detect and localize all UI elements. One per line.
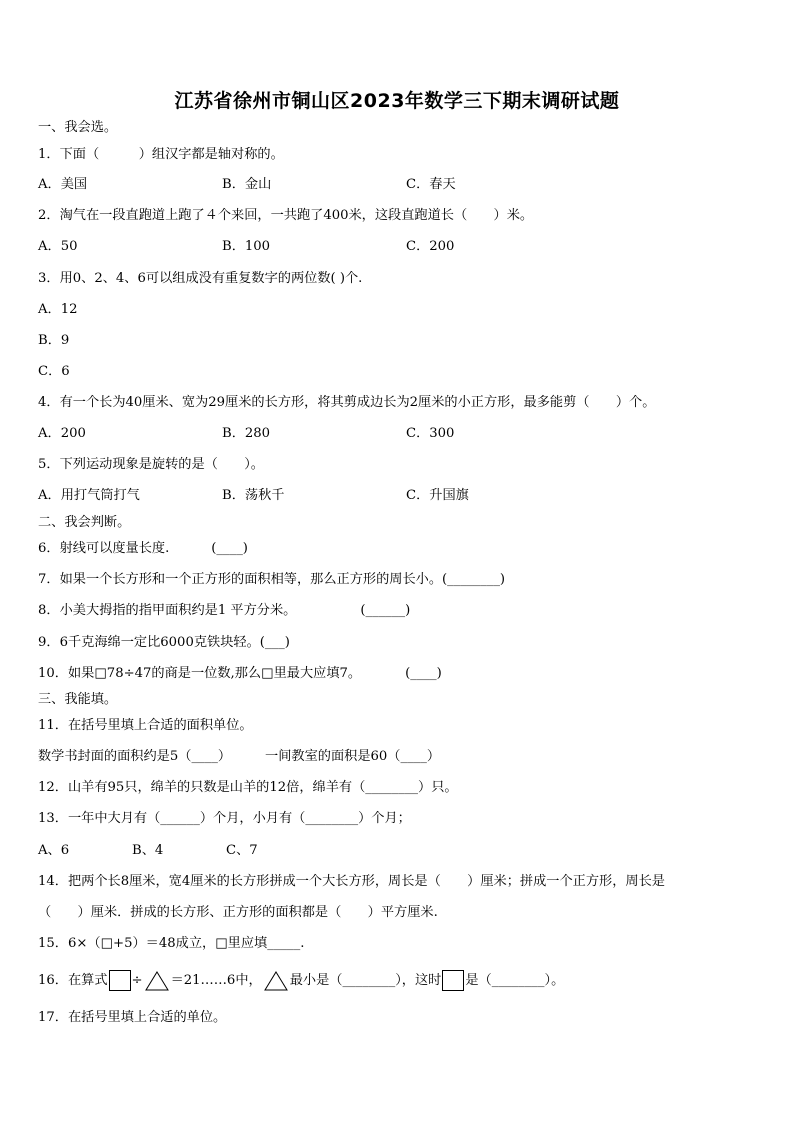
question-16-text-2: ＝21……6中，: [170, 973, 262, 988]
question-6-answer-blank[interactable]: (____): [211, 541, 248, 556]
q13-option-c[interactable]: C、7: [226, 843, 258, 858]
question-10-text: 10．如果□78÷47的商是一位数,那么□里最大应填7。: [38, 666, 362, 681]
question-12: 12．山羊有95只，绵羊的只数是山羊的12倍，绵羊有（________）只。: [38, 780, 458, 795]
section-heading-fill: 三、我能填。: [38, 692, 118, 707]
square-box-icon: [442, 970, 464, 991]
question-2: 2．淘气在一段直跑道上跑了４个来回，一共跑了400米，这段直跑道长（ ）米。: [38, 208, 534, 223]
question-10-answer-blank[interactable]: (____): [405, 666, 442, 681]
q1-option-a[interactable]: A．美国: [38, 177, 88, 192]
q13-option-a[interactable]: A、6: [38, 843, 70, 858]
q2-option-b[interactable]: B．100: [222, 239, 271, 254]
question-8-text: 8．小美大拇指的指甲面积约是1 平方分米。: [38, 603, 297, 618]
question-14-line-2: （ ）厘米．拼成的长方形、正方形的面积都是（ ）平方厘米.: [38, 905, 438, 920]
question-9: 9．6千克海绵一定比6000克铁块轻。(___): [38, 635, 290, 650]
question-11-part-2: 一间教室的面积是60（____）: [265, 749, 441, 764]
q3-option-b[interactable]: B．9: [38, 333, 70, 348]
question-10: [38, 665, 442, 683]
question-8-answer-blank[interactable]: (______): [360, 603, 411, 618]
q13-option-b[interactable]: B、4: [132, 843, 164, 858]
question-11-part-1: 数学书封面的面积约是5（____）: [38, 749, 232, 764]
question-1: 1．下面（ ）组汉字都是轴对称的。: [38, 147, 284, 162]
q2-option-c[interactable]: C．200: [406, 239, 455, 254]
q4-option-c[interactable]: C．300: [406, 426, 455, 441]
question-16-text-4: 是（________）。: [465, 973, 565, 988]
question-8: [38, 602, 410, 620]
question-7: 7．如果一个长方形和一个正方形的面积相等，那么正方形的周长小。(________): [38, 572, 506, 587]
q1-option-b[interactable]: B．金山: [222, 177, 272, 192]
question-6: [38, 540, 248, 558]
q3-option-c[interactable]: C．6: [38, 364, 70, 379]
question-11-parts: [38, 748, 440, 766]
q3-option-a[interactable]: A．12: [38, 302, 78, 317]
q2-option-a[interactable]: A．50: [38, 239, 78, 254]
triangle-icon: [145, 971, 169, 991]
question-11: 11．在括号里填上合适的面积单位。: [38, 718, 253, 733]
question-14-line-1: 14．把两个长8厘米，宽4厘米的长方形拼成一个大长方形，周长是（ ）厘米；拼成一个正方形，周长是: [38, 874, 665, 889]
question-16-text-3: 最小是（________），这时: [289, 973, 442, 988]
q1-option-c[interactable]: C．春天: [406, 177, 456, 192]
q5-option-a[interactable]: A．用打气筒打气: [38, 488, 140, 503]
section-heading-choose: 一、我会选。: [38, 120, 118, 135]
triangle-icon: [264, 971, 288, 991]
question-15: 15．6×（□+5）＝48成立，□里应填_____.: [38, 936, 305, 951]
section-heading-judge: 二、我会判断。: [38, 515, 131, 530]
question-17: 17．在括号里填上合适的单位。: [38, 1010, 227, 1025]
q4-option-a[interactable]: A．200: [38, 426, 86, 441]
question-16-text-1: 16．在算式: [38, 973, 108, 988]
question-16: [38, 970, 564, 991]
question-6-text: 6．射线可以度量长度.: [38, 541, 170, 556]
question-5: 5．下列运动现象是旋转的是（ ）。: [38, 457, 264, 472]
square-box-icon: [109, 970, 131, 991]
question-4: 4．有一个长为40厘米、宽为29厘米的长方形，将其剪成边长为2厘米的小正方形，最多能剪（ ）个。: [38, 395, 656, 410]
q4-option-b[interactable]: B．280: [222, 426, 271, 441]
q5-option-b[interactable]: B．荡秋千: [222, 488, 285, 503]
page-title: 江苏省徐州市铜山区2023年数学三下期末调研试题: [174, 90, 620, 112]
question-13: 13．一年中大月有（______）个月，小月有（________）个月；: [38, 811, 411, 826]
q5-option-c[interactable]: C．升国旗: [406, 488, 469, 503]
question-16-divide: ÷: [131, 973, 143, 988]
question-3: 3．用0、2、4、6可以组成没有重复数字的两位数( )个.: [38, 271, 363, 286]
